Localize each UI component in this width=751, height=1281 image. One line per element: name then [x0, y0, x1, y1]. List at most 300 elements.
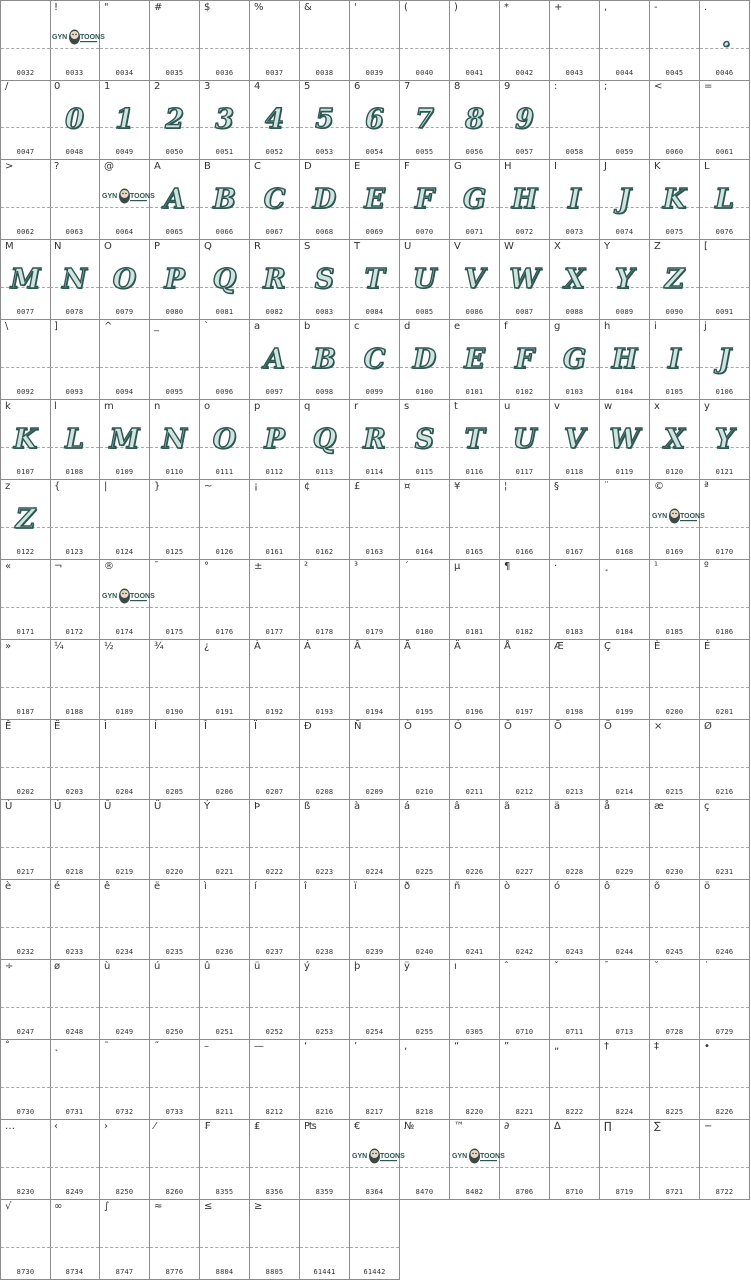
- baseline-guide: [450, 607, 499, 608]
- character-code: 0053: [315, 148, 334, 156]
- character-code: 0238: [315, 948, 334, 956]
- character-code: 0252: [265, 1028, 284, 1036]
- glyph-preview: F: [514, 344, 535, 375]
- glyph-cell: [400, 400, 450, 480]
- glyph-cell: [200, 80, 250, 160]
- character-label: 3: [204, 81, 211, 92]
- glyph-preview: A: [164, 184, 185, 215]
- glyph-cell: [400, 240, 450, 320]
- glyph-preview: H: [611, 344, 638, 375]
- character-code: 0253: [315, 1028, 334, 1036]
- character-label: ": [104, 2, 109, 13]
- glyph-cell: [550, 720, 600, 800]
- character-label: ∫: [104, 1201, 110, 1212]
- logo-preview: [450, 1147, 505, 1169]
- character-code: 0067: [265, 228, 284, 236]
- baseline-guide: [300, 847, 349, 848]
- character-code: 0196: [465, 708, 484, 716]
- character-code: 0170: [715, 548, 734, 556]
- character-code: 0733: [165, 1108, 184, 1116]
- character-code: 0180: [415, 628, 434, 636]
- glyph-cell: [0, 240, 51, 320]
- character-code: 8722: [715, 1188, 734, 1196]
- character-label: [: [704, 241, 708, 252]
- glyph-cell: [0, 400, 51, 480]
- baseline-guide: [300, 1247, 349, 1248]
- glyph-cell: [200, 240, 250, 320]
- character-code: 0201: [715, 708, 734, 716]
- baseline-guide: [600, 687, 649, 688]
- character-code: 0208: [315, 788, 334, 796]
- glyph-cell: [250, 320, 300, 400]
- character-code: 0171: [16, 628, 35, 636]
- glyph-cell: [400, 160, 450, 240]
- character-label: ∏: [604, 1121, 612, 1132]
- character-label: ₧: [304, 1121, 317, 1132]
- glyph-cell: [100, 560, 155, 640]
- character-label: Ü: [154, 801, 162, 812]
- baseline-guide: [700, 927, 749, 928]
- baseline-guide: [500, 48, 549, 49]
- glyph-cell: [100, 320, 150, 400]
- baseline-guide: [300, 527, 349, 528]
- character-code: 0102: [515, 388, 534, 396]
- glyph-cell: [250, 1200, 300, 1280]
- glyph-cell: [650, 80, 700, 160]
- character-label: ₣: [204, 1121, 211, 1132]
- character-code: 0074: [615, 228, 634, 236]
- glyph-cell: [550, 800, 600, 880]
- character-label: k: [5, 401, 11, 412]
- baseline-guide: [400, 1007, 449, 1008]
- glyph-cell: [550, 1040, 600, 1120]
- character-code: 0226: [465, 868, 484, 876]
- character-code: 0199: [615, 708, 634, 716]
- baseline-guide: [300, 607, 349, 608]
- character-label: €: [354, 1121, 361, 1132]
- logo-left-word: GYN: [351, 1153, 367, 1160]
- glyph-preview: V: [464, 264, 485, 295]
- character-code: 8212: [265, 1108, 284, 1116]
- character-label: ö: [704, 881, 711, 892]
- baseline-guide: [650, 1167, 699, 1168]
- glyph-cell: [450, 320, 500, 400]
- glyph-cell: [150, 1040, 200, 1120]
- character-code: 0730: [16, 1108, 35, 1116]
- baseline-guide: [200, 1167, 249, 1168]
- baseline-guide: [350, 1087, 399, 1088]
- character-code: 0035: [165, 69, 184, 77]
- glyph-cell: [150, 560, 200, 640]
- character-code: 0092: [16, 388, 35, 396]
- glyph-cell: [200, 0, 250, 81]
- baseline-guide: [600, 927, 649, 928]
- glyph-cell: [250, 960, 300, 1040]
- character-label: ı: [454, 961, 457, 972]
- glyph-cell: [50, 240, 100, 320]
- character-label: §: [554, 481, 559, 492]
- glyph-cell: [600, 800, 650, 880]
- baseline-guide: [700, 1087, 749, 1088]
- baseline-guide: [450, 527, 499, 528]
- baseline-guide: [50, 1167, 99, 1168]
- glyph-cell: [150, 880, 200, 960]
- character-code: 0228: [565, 868, 584, 876]
- character-label: ü: [254, 961, 261, 972]
- logo-preview: [650, 507, 705, 529]
- baseline-guide: [200, 48, 249, 49]
- glyph-cell: [550, 880, 600, 960]
- character-code: 0036: [215, 69, 234, 77]
- baseline-guide: [250, 1167, 299, 1168]
- character-code: 0209: [365, 788, 384, 796]
- character-label: î: [304, 881, 307, 892]
- character-code: 0073: [565, 228, 584, 236]
- glyph-cell: [100, 1120, 150, 1200]
- glyph-cell: [500, 800, 550, 880]
- character-code: 0120: [665, 468, 684, 476]
- character-code: 8226: [715, 1108, 734, 1116]
- baseline-guide: [250, 767, 299, 768]
- character-code: 8482: [465, 1188, 484, 1196]
- glyph-cell: [650, 1120, 700, 1200]
- character-code: 0247: [16, 1028, 35, 1036]
- character-code: 0099: [365, 388, 384, 396]
- character-code: 0108: [65, 468, 84, 476]
- glyph-preview: H: [511, 184, 538, 215]
- character-label: >: [5, 161, 14, 172]
- baseline-guide: [200, 1087, 249, 1088]
- character-label: +: [554, 2, 563, 13]
- baseline-guide: [250, 1087, 299, 1088]
- character-code: 0043: [565, 69, 584, 77]
- character-label: –: [204, 1041, 209, 1052]
- baseline-guide: [50, 527, 99, 528]
- character-label: G: [454, 161, 462, 172]
- character-code: 0040: [415, 69, 434, 77]
- glyph-cell: [500, 480, 550, 560]
- glyph-cell: [200, 400, 250, 480]
- character-code: 0116: [465, 468, 484, 476]
- character-code: 0191: [215, 708, 234, 716]
- character-label: „: [554, 1041, 560, 1052]
- baseline-guide: [1, 687, 50, 688]
- logo-graphic: [451, 1147, 505, 1167]
- baseline-guide: [100, 927, 149, 928]
- character-code: 0069: [365, 228, 384, 236]
- character-label: w: [604, 401, 613, 412]
- character-label: u: [504, 401, 511, 412]
- character-code: 0207: [265, 788, 284, 796]
- glyph-cell: [550, 160, 600, 240]
- glyph-cell: [350, 640, 400, 720]
- character-label: I: [554, 161, 557, 172]
- glyph-cell: [0, 800, 51, 880]
- character-label: ˛: [54, 1041, 59, 1052]
- glyph-cell: [150, 640, 200, 720]
- glyph-cell: [50, 0, 105, 81]
- character-code: 8218: [415, 1108, 434, 1116]
- baseline-guide: [200, 367, 249, 368]
- character-code: 0178: [315, 628, 334, 636]
- glyph-cell: [250, 560, 300, 640]
- character-label: ñ: [454, 881, 461, 892]
- character-label: ˉ: [604, 961, 609, 972]
- baseline-guide: [450, 767, 499, 768]
- character-label: ê: [104, 881, 111, 892]
- baseline-guide: [400, 48, 449, 49]
- logo-graphic: [51, 28, 105, 48]
- glyph-cell: [650, 0, 700, 81]
- character-code: 0089: [615, 308, 634, 316]
- character-label: í: [254, 881, 257, 892]
- character-code: 0057: [515, 148, 534, 156]
- glyph-preview: 1: [115, 104, 134, 135]
- glyph-preview: J: [618, 184, 631, 215]
- baseline-guide: [100, 1087, 149, 1088]
- glyph-cell: [400, 880, 450, 960]
- baseline-guide: [150, 1247, 199, 1248]
- glyph-cell: [350, 80, 400, 160]
- glyph-cell: [700, 320, 750, 400]
- character-code: 0045: [665, 69, 684, 77]
- character-label: ˝: [154, 1041, 159, 1052]
- glyph-cell: [150, 240, 200, 320]
- character-code: 0224: [365, 868, 384, 876]
- character-code: 0081: [215, 308, 234, 316]
- glyph-preview: R: [363, 424, 386, 455]
- glyph-cell: [50, 800, 100, 880]
- character-label: S: [304, 241, 311, 252]
- baseline-guide: [700, 607, 749, 608]
- character-code: 0060: [665, 148, 684, 156]
- character-code: 0186: [715, 628, 734, 636]
- glyph-cell: [300, 240, 350, 320]
- baseline-guide: [600, 1087, 649, 1088]
- glyph-cell: [550, 320, 600, 400]
- character-label: i: [654, 321, 657, 332]
- character-label: þ: [354, 961, 361, 972]
- glyph-cell: [150, 960, 200, 1040]
- baseline-guide: [350, 48, 399, 49]
- character-code: 0086: [465, 308, 484, 316]
- character-code: 0187: [16, 708, 35, 716]
- character-code: 0161: [265, 548, 284, 556]
- logo-graphic: [651, 507, 705, 527]
- character-code: 8730: [16, 1268, 35, 1276]
- character-code: 0184: [615, 628, 634, 636]
- glyph-preview: P: [264, 424, 285, 455]
- character-code: 0103: [565, 388, 584, 396]
- logo-right-word: TOONS: [79, 34, 105, 41]
- glyph-cell: [500, 320, 550, 400]
- baseline-guide: [150, 847, 199, 848]
- glyph-cell: [650, 400, 700, 480]
- glyph-cell: [250, 160, 300, 240]
- character-label: %: [254, 2, 264, 13]
- character-code: 0061: [715, 148, 734, 156]
- baseline-guide: [650, 1007, 699, 1008]
- baseline-guide: [150, 527, 199, 528]
- character-code: 0118: [565, 468, 584, 476]
- glyph-cell: [700, 80, 750, 160]
- glyph-preview: U: [412, 264, 437, 295]
- glyph-cell: [0, 880, 51, 960]
- glyph-preview: T: [464, 424, 485, 455]
- glyph-cell: [700, 1120, 750, 1200]
- baseline-guide: [650, 127, 699, 128]
- glyph-cell: [600, 1120, 650, 1200]
- glyph-preview: D: [312, 184, 337, 215]
- character-label: á: [404, 801, 411, 812]
- character-code: 0068: [315, 228, 334, 236]
- character-label: T: [354, 241, 361, 252]
- glyph-cell: [650, 640, 700, 720]
- character-label: ¥: [454, 481, 461, 492]
- character-label: z: [5, 481, 11, 492]
- baseline-guide: [200, 767, 249, 768]
- baseline-guide: [550, 1167, 599, 1168]
- baseline-guide: [1, 927, 50, 928]
- character-label: Z: [654, 241, 661, 252]
- character-code: 0079: [115, 308, 134, 316]
- character-label: ≤: [204, 1201, 213, 1212]
- character-code: 0240: [415, 948, 434, 956]
- character-label: ù: [104, 961, 111, 972]
- glyph-cell: [150, 800, 200, 880]
- character-code: 0125: [165, 548, 184, 556]
- glyph-cell: [50, 1200, 100, 1280]
- glyph-cell: [200, 640, 250, 720]
- baseline-guide: [100, 767, 149, 768]
- character-code: 0166: [515, 548, 534, 556]
- baseline-guide: [400, 687, 449, 688]
- character-code: 0223: [315, 868, 334, 876]
- glyph-cell: [650, 320, 700, 400]
- baseline-guide: [100, 367, 149, 368]
- glyph-cell: [400, 320, 450, 400]
- glyph-cell: [350, 720, 400, 800]
- glyph-preview: C: [363, 344, 386, 375]
- character-label: J: [604, 161, 607, 172]
- logo-preview: [50, 28, 105, 50]
- glyph-cell: [350, 880, 400, 960]
- glyph-cell: [450, 560, 500, 640]
- character-label: Ô: [504, 721, 512, 732]
- glyph-cell: [550, 960, 600, 1040]
- character-label: o: [204, 401, 211, 412]
- character-code: 0087: [515, 308, 534, 316]
- character-code: 0189: [115, 708, 134, 716]
- glyph-cell: [550, 80, 600, 160]
- baseline-guide: [150, 687, 199, 688]
- glyph-cell: [300, 400, 350, 480]
- glyph-cell: [100, 1200, 150, 1280]
- character-label: ·: [554, 561, 558, 572]
- character-code: 0229: [615, 868, 634, 876]
- baseline-guide: [150, 927, 199, 928]
- glyph-cell: [350, 160, 400, 240]
- glyph-cell: [250, 720, 300, 800]
- character-label: º: [704, 561, 709, 572]
- baseline-guide: [600, 847, 649, 848]
- baseline-guide: [100, 1247, 149, 1248]
- glyph-cell: [50, 640, 100, 720]
- character-label: ã: [504, 801, 511, 812]
- character-code: 0037: [265, 69, 284, 77]
- baseline-guide: [150, 1167, 199, 1168]
- character-label: À: [254, 641, 261, 652]
- character-label: 5: [304, 81, 311, 92]
- glyph-cell: [300, 80, 350, 160]
- character-code: 0033: [65, 69, 84, 77]
- character-code: 0105: [665, 388, 684, 396]
- character-label: ï: [354, 881, 357, 892]
- glyph-cell: [600, 80, 650, 160]
- baseline-guide: [350, 687, 399, 688]
- character-code: 0731: [65, 1108, 84, 1116]
- bearded-face-icon: [119, 589, 130, 604]
- character-code: 0059: [615, 148, 634, 156]
- glyph-cell: [450, 0, 500, 81]
- glyph-cell: [700, 640, 750, 720]
- character-code: 0204: [115, 788, 134, 796]
- glyph-cell: [500, 0, 550, 81]
- glyph-cell: [0, 960, 51, 1040]
- glyph-preview: J: [718, 344, 731, 375]
- character-code: 0249: [115, 1028, 134, 1036]
- character-label: Ö: [604, 721, 612, 732]
- glyph-cell: [400, 640, 450, 720]
- character-label: H: [504, 161, 512, 172]
- baseline-guide: [550, 527, 599, 528]
- character-code: 0246: [715, 948, 734, 956]
- character-label: ⁄: [154, 1121, 156, 1132]
- glyph-cell: [100, 400, 150, 480]
- character-label: ^: [104, 321, 113, 332]
- glyph-cell: [300, 1040, 350, 1120]
- glyph-cell: [250, 480, 300, 560]
- logo-left-word: GYN: [51, 34, 67, 41]
- character-code: 8721: [665, 1188, 684, 1196]
- glyph-cell: [50, 160, 100, 240]
- glyph-cell: [350, 240, 400, 320]
- character-label: Ñ: [354, 721, 362, 732]
- character-label: .: [704, 2, 708, 13]
- glyph-cell: [400, 960, 450, 1040]
- character-label: L: [704, 161, 710, 172]
- baseline-guide: [650, 607, 699, 608]
- character-code: 8734: [65, 1268, 84, 1276]
- character-code: 0062: [16, 228, 35, 236]
- character-label: q: [304, 401, 311, 412]
- baseline-guide: [600, 607, 649, 608]
- character-code: 0206: [215, 788, 234, 796]
- character-label: Ú: [54, 801, 62, 812]
- character-label: Ë: [54, 721, 61, 732]
- glyph-preview: I: [668, 344, 681, 375]
- character-label: M: [5, 241, 14, 252]
- baseline-guide: [600, 1007, 649, 1008]
- character-label: -: [654, 2, 658, 13]
- baseline-guide: [250, 1247, 299, 1248]
- glyph-preview: 5: [315, 104, 334, 135]
- glyph-preview: Q: [312, 424, 337, 455]
- character-label: £: [354, 481, 361, 492]
- glyph-cell: [600, 240, 650, 320]
- character-code: 8220: [465, 1108, 484, 1116]
- character-code: 0305: [465, 1028, 484, 1036]
